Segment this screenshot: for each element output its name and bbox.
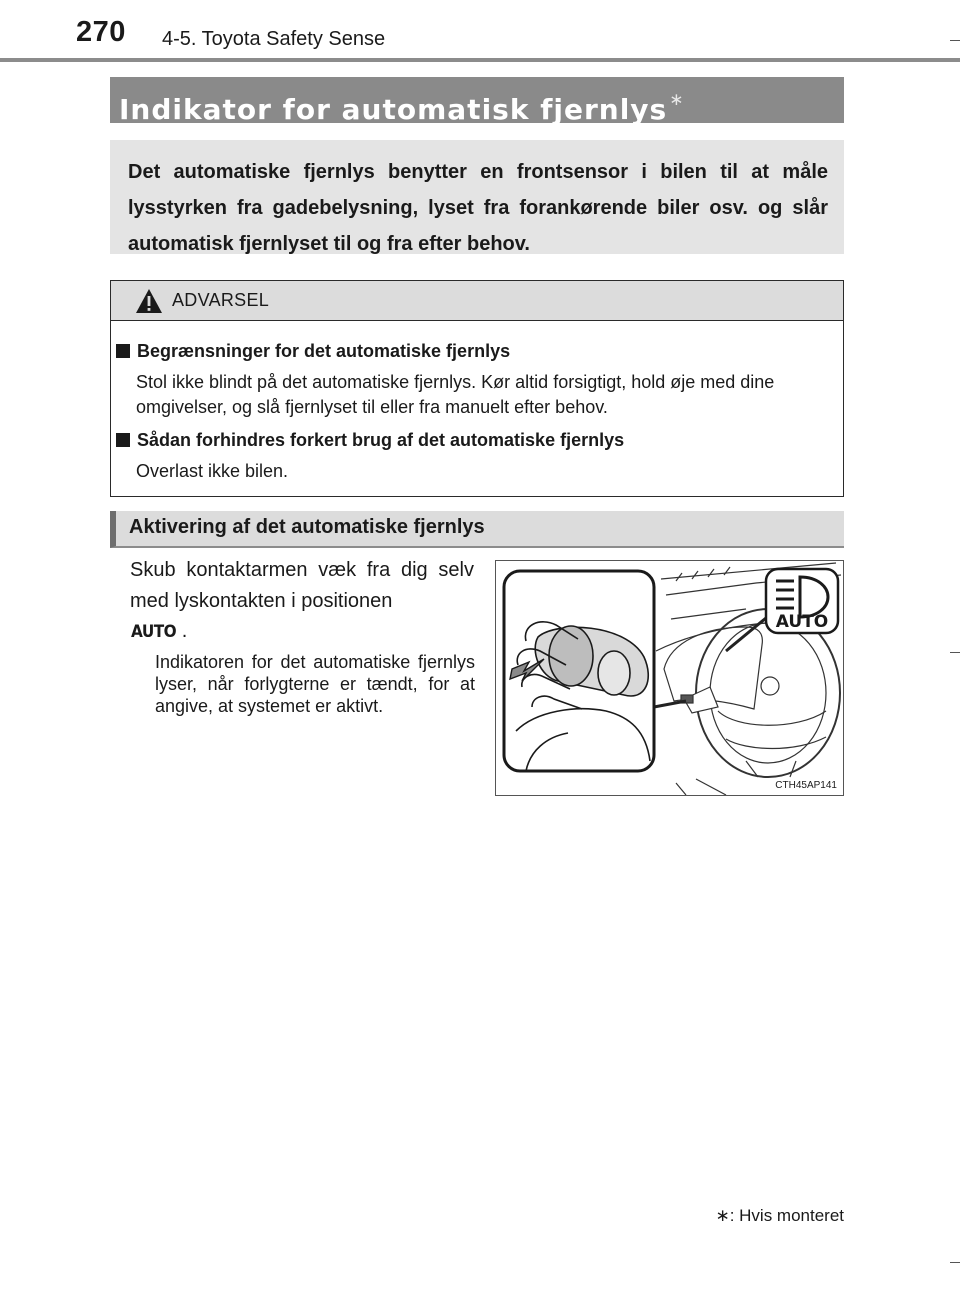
page-header (0, 0, 960, 62)
warning-label: ADVARSEL (172, 290, 270, 310)
instruction-text: Skub kontaktarmen væk fra dig selv med lyskontakten i positionen (130, 559, 474, 612)
indicator-note: Indikatoren for det automatiske fjernlys lyser, når forlygterne er tændt, for at angive, at systemet er aktivt. (155, 652, 475, 716)
warning-item-title: Sådan forhindres forkert brug af det automatiske fjernlys (116, 428, 829, 453)
warning-body (111, 321, 843, 484)
warning-header (111, 281, 843, 321)
footnote (715, 1206, 844, 1226)
square-bullet-icon (116, 344, 130, 358)
section-heading: Aktivering af det automatiske fjernlys (110, 511, 844, 548)
illustration-drawing (496, 561, 843, 795)
figure-code: CTH45AP141 (775, 780, 837, 791)
headlight-switch-illustration (495, 560, 844, 796)
auto-position-line (131, 620, 187, 643)
footnote-text: : Hvis monteret (729, 1206, 844, 1225)
warning-item-title: Begrænsninger for det automatiske fjernlys (116, 339, 829, 364)
header-rule (0, 58, 960, 62)
intro-box (110, 140, 844, 254)
footnote-marker: ∗ (669, 90, 685, 110)
page-title (110, 77, 844, 126)
square-bullet-icon (116, 433, 130, 447)
crop-mark (950, 1262, 960, 1263)
warning-box (110, 280, 844, 497)
footnote-marker: ∗ (715, 1206, 730, 1225)
warning-triangle-icon (135, 288, 163, 314)
section-name: 4-5. Toyota Safety Sense (162, 28, 386, 50)
auto-symbol: AUTO (131, 622, 177, 642)
crop-mark (950, 652, 960, 653)
page-number: 270 (76, 16, 126, 48)
warning-item-text: Stol ikke blindt på det automatiske fjernlys. Kør altid forsigtigt, hold øje med dine omgivelser, og slå fjernlyset til eller fra manuelt efter behov. (136, 372, 775, 417)
page-title-text: Indikator for automatisk fjernlys (119, 93, 668, 126)
intro-text: Det automatiske fjernlys benytter en frontsensor i bilen til at måle lysstyrken fra gadebelysning, lyset fra forankørende biler osv. og slår automatisk fjernlyset til og fra efter behov. (128, 161, 828, 255)
auto-suffix: . (181, 620, 188, 642)
crop-mark (950, 40, 960, 41)
figure-auto-label: AUTO (775, 612, 829, 632)
warning-item-text: Overlast ikke bilen. (136, 461, 289, 481)
